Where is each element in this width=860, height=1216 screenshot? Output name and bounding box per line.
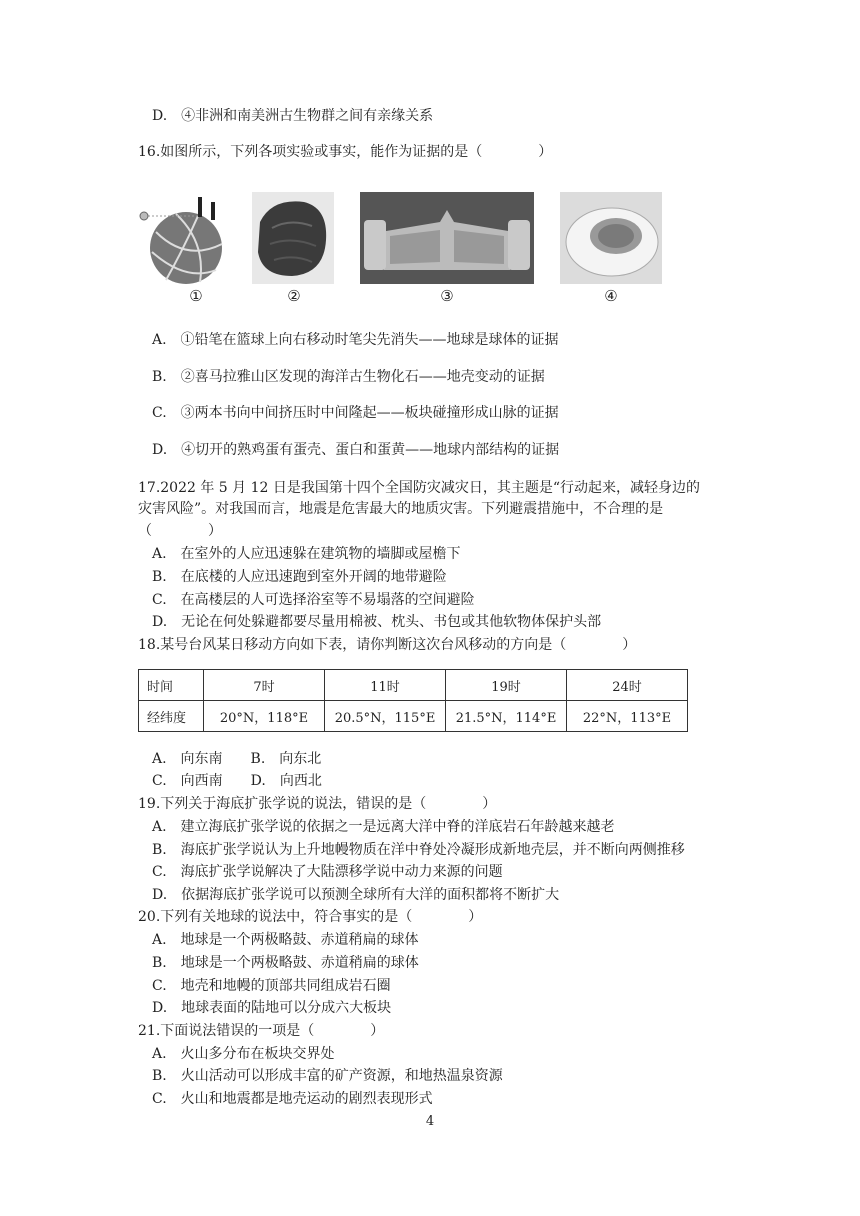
- table-cell: 22°N，113°E: [567, 701, 688, 732]
- books-figure: [360, 192, 534, 284]
- q18-options-ab: A. 向东南 B. 向东北: [152, 751, 322, 767]
- figure-caption-1: ①: [189, 287, 203, 305]
- q19-option-c: C. 海底扩张学说解决了大陆漂移学说中动力来源的问题: [152, 864, 503, 880]
- q21-option-b: B. 火山活动可以形成丰富的矿产资源，和地热温泉资源: [152, 1068, 503, 1084]
- q17-stem-line3: （ ）: [138, 523, 222, 539]
- table-row: [139, 701, 688, 732]
- q17-option-c: C. 在高楼层的人可选择浴室等不易塌落的空间避险: [152, 592, 475, 608]
- q15-option-d: D. ④非洲和南美洲古生物群之间有亲缘关系: [152, 108, 434, 124]
- q16-option-b: B. ②喜马拉雅山区发现的海洋古生物化石——地壳变动的证据: [152, 369, 545, 385]
- table-cell: 经纬度: [139, 701, 204, 732]
- q17-option-a: A. 在室外的人应迅速躲在建筑物的墙脚或屋檐下: [152, 546, 461, 562]
- table-row: [139, 670, 688, 701]
- q16-stem: 16.如图所示，下列各项实验或事实，能作为证据的是（ ）: [138, 144, 553, 160]
- q21-option-c: C. 火山和地震都是地壳运动的剧烈表现形式: [152, 1091, 433, 1107]
- q21-option-a: A. 火山多分布在板块交界处: [152, 1046, 335, 1062]
- boiled-egg-figure: [560, 192, 662, 284]
- q18-options-cd: C. 向西南 D. 向西北: [152, 773, 322, 789]
- q16-option-a: A. ①铅笔在篮球上向右移动时笔尖先消失——地球是球体的证据: [152, 332, 559, 348]
- q20-stem: 20.下列有关地球的说法中，符合事实的是（ ）: [138, 909, 483, 925]
- q20-option-c: C. 地壳和地幔的顶部共同组成岩石圈: [152, 978, 391, 994]
- q17-stem-line2: 灾害风险”。对我国而言，地震是危害最大的地质灾害。下列避震措施中，不合理的是: [138, 501, 664, 517]
- fossil-rock-figure: [252, 192, 334, 284]
- q19-option-a: A. 建立海底扩张学说的依据之一是远离大洋中脊的洋底岩石年龄越来越老: [152, 819, 615, 835]
- figure-caption-3: ③: [440, 287, 454, 305]
- q18-stem: 18.某号台风某日移动方向如下表，请你判断这次台风移动的方向是（ ）: [138, 637, 637, 653]
- q19-option-d: D. 依据海底扩张学说可以预测全球所有大洋的面积都将不断扩大: [152, 887, 560, 903]
- q16-figures: [136, 192, 676, 312]
- q19-stem: 19.下列关于海底扩张学说的说法，错误的是（ ）: [138, 796, 497, 812]
- figure-caption-2: ②: [287, 287, 301, 305]
- typhoon-table: [138, 669, 688, 732]
- figure-caption-4: ④: [604, 287, 618, 305]
- q16-option-c: C. ③两本书向中间挤压时中间隆起——板块碰撞形成山脉的证据: [152, 405, 559, 421]
- table-cell: 时间: [139, 670, 204, 701]
- table-cell: 19时: [446, 670, 567, 701]
- q19-option-b: B. 海底扩张学说认为上升地幔物质在洋中脊处冷凝形成新地壳层，并不断向两侧推移: [152, 842, 685, 858]
- q16-option-d: D. ④切开的熟鸡蛋有蛋壳、蛋白和蛋黄——地球内部结构的证据: [152, 442, 560, 458]
- q17-option-d: D. 无论在何处躲避都要尽量用棉被、枕头、书包或其他软物体保护头部: [152, 614, 602, 630]
- q17-stem-line1: 17.2022 年 5 月 12 日是我国第十四个全国防灾减灾日，其主题是“行动起来，减轻身边的: [138, 480, 701, 496]
- table-cell: 20°N，118°E: [204, 701, 325, 732]
- basketball-pencil-figure: [136, 192, 236, 292]
- q20-option-a: A. 地球是一个两极略鼓、赤道稍扁的球体: [152, 932, 419, 948]
- q21-stem: 21.下面说法错误的一项是（ ）: [138, 1023, 385, 1039]
- q20-option-b: B. 地球是一个两极略鼓、赤道稍扁的球体: [152, 955, 419, 971]
- page-number: 4: [425, 1114, 435, 1129]
- table-cell: 21.5°N，114°E: [446, 701, 567, 732]
- table-cell: 24时: [567, 670, 688, 701]
- table-cell: 7时: [204, 670, 325, 701]
- table-cell: 11时: [325, 670, 446, 701]
- q20-option-d: D. 地球表面的陆地可以分成六大板块: [152, 1000, 392, 1016]
- q17-option-b: B. 在底楼的人应迅速跑到室外开阔的地带避险: [152, 569, 447, 585]
- table-cell: 20.5°N，115°E: [325, 701, 446, 732]
